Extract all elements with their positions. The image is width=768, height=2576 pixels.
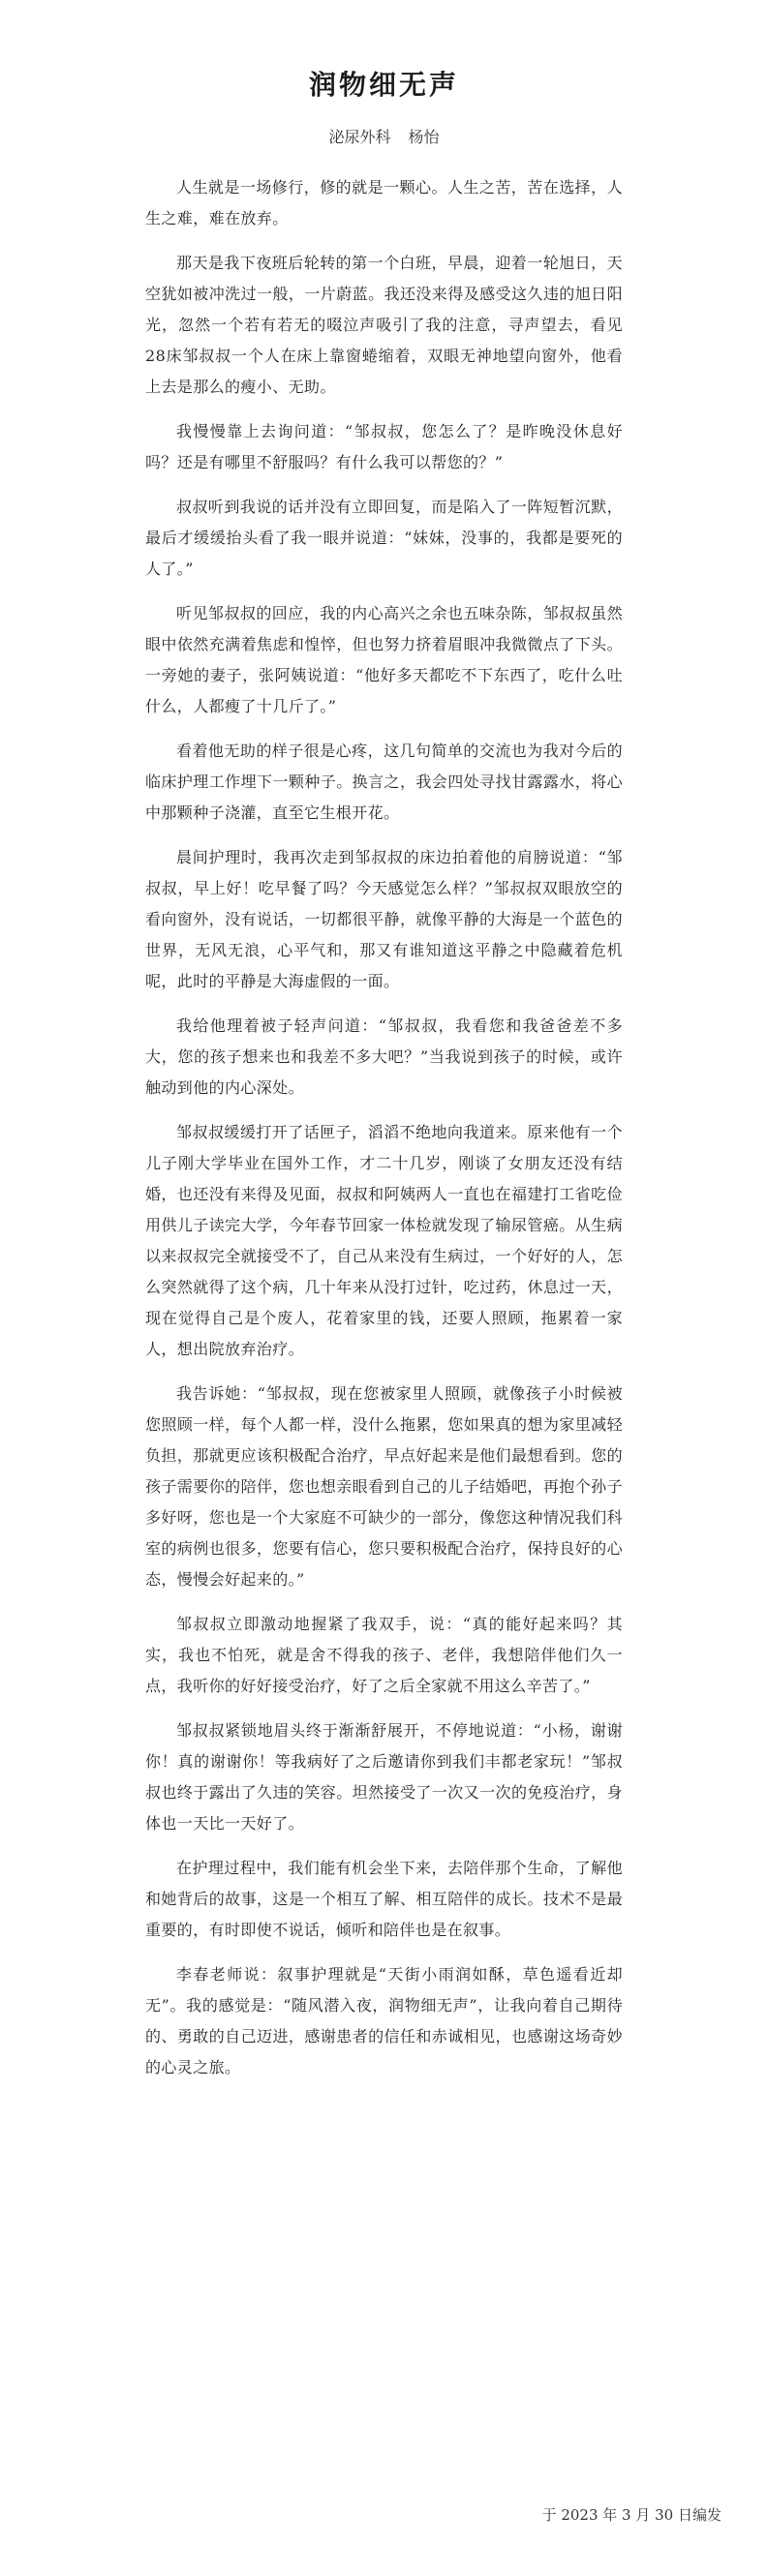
paragraph: 李春老师说：叙事护理就是“天街小雨润如酥，草色遥看近却无”。我的感觉是：“随风潜入夜，润物细无声”，让我向着自己期待的、勇敢的自己迈进，感谢患者的信任和赤诚相见，也感谢这场奇妙的心灵之旅。 (145, 1965, 623, 2076)
paragraph: 在护理过程中，我们能有机会坐下来，去陪伴那个生命，了解他和她背后的故事，这是一个相互了解、相互陪伴的成长。技术不是最重要的，有时即使不说话，倾听和陪伴也是在叙事。 (145, 1859, 623, 1939)
paragraph: 那天是我下夜班后轮转的第一个白班，早晨，迎着一轮旭日，天空犹如被冲洗过一般，一片蔚蓝。我还没来得及感受这久违的旭日阳光，忽然一个若有若无的啜泣声吸引了我的注意，寻声望去，看见28床邹叔叔一个人在床上靠窗蜷缩着，双眼无神地望向窗外，他看上去是那么的瘦小、无助。 (145, 254, 623, 396)
paragraph: 我告诉她：“邹叔叔，现在您被家里人照顾，就像孩子小时候被您照顾一样，每个人都一样，没什么拖累，您如果真的想为家里减轻负担，那就更应该积极配合治疗，早点好起来是他们最想看到。您的孩子需要你的陪伴，您也想亲眼看到自己的儿子结婚吧，再抱个孙子多好呀，您也是一个大家庭不可缺少的一部分，像您这种情况我们科室的病例也很多，您要有信心，您只要积极配合治疗，保持良好的心态，慢慢会好起来的。” (145, 1384, 623, 1589)
paragraph: 邹叔叔立即激动地握紧了我双手，说：“真的能好起来吗？其实，我也不怕死，就是舍不得我的孩子、老伴，我想陪伴他们久一点，我听你的好好接受治疗，好了之后全家就不用这么辛苦了。” (145, 1615, 623, 1695)
author-name: 杨怡 (408, 128, 440, 146)
paragraph: 我慢慢靠上去询问道：“邹叔叔，您怎么了？是昨晚没休息好吗？还是有哪里不舒服吗？有什么我可以帮您的？” (145, 422, 623, 471)
paragraph: 邹叔叔紧锁地眉头终于渐渐舒展开，不停地说道：“小杨，谢谢你！真的谢谢你！等我病好了之后邀请你到我们丰都老家玩！”邹叔叔也终于露出了久违的笑容。坦然接受了一次又一次的免疫治疗，身体也一天比一天好了。 (145, 1721, 623, 1833)
author-department: 泌尿外科 (328, 128, 391, 146)
paragraph: 晨间护理时，我再次走到邹叔叔的床边拍着他的肩膀说道：“邹叔叔，早上好！吃早餐了吗？今天感觉怎么样？”邹叔叔双眼放空的看向窗外，没有说话，一切都很平静，就像平静的大海是一个蓝色的世界，无风无浪，心平气和，那又有谁知道这平静之中隐藏着危机呢，此时的平静是大海虚假的一面。 (145, 848, 623, 990)
publish-date: 于 2023 年 3 月 30 日编发 (541, 2506, 722, 2524)
paragraph: 听见邹叔叔的回应，我的内心高兴之余也五味杂陈，邹叔叔虽然眼中依然充满着焦虑和惶悴，但也努力挤着眉眼冲我微微点了下头。一旁她的妻子，张阿姨说道：“他好多天都吃不下东西了，吃什么吐什么，人都瘦了十几斤了。” (145, 604, 623, 715)
paragraph: 我给他理着被子轻声问道：“邹叔叔，我看您和我爸爸差不多大，您的孩子想来也和我差不多大吧？”当我说到孩子的时候，或许触动到他的内心深处。 (145, 1016, 623, 1097)
paragraph: 叔叔听到我说的话并没有立即回复，而是陷入了一阵短暂沉默，最后才缓缓抬头看了我一眼并说道：“妹妹，没事的，我都是要死的人了。” (145, 498, 623, 578)
byline (145, 126, 623, 149)
paragraph: 人生就是一场修行，修的就是一颗心。人生之苦，苦在选择，人生之难，难在放弃。 (145, 178, 623, 227)
article-title: 润物细无声 (308, 69, 459, 101)
paragraph: 邹叔叔缓缓打开了话匣子，滔滔不绝地向我道来。原来他有一个儿子刚大学毕业在国外工作，才二十几岁，刚谈了女朋友还没有结婚，也还没有来得及见面，叔叔和阿姨两人一直也在福建打工省吃俭用供儿子读完大学，今年春节回家一体检就发现了输尿管癌。从生病以来叔叔完全就接受不了，自己从来没有生病过，一个好好的人，怎么突然就得了这个病，几十年来从没打过针，吃过药，休息过一天，现在觉得自己是个废人，花着家里的钱，还要人照顾，拖累着一家人，想出院放弃治疗。 (145, 1123, 623, 1358)
paragraph: 看着他无助的样子很是心疼，这几句简单的交流也为我对今后的临床护理工作埋下一颗种子。换言之，我会四处寻找甘露露水，将心中那颗种子浇灌，直至它生根开花。 (145, 742, 623, 822)
article-body (145, 172, 623, 2083)
